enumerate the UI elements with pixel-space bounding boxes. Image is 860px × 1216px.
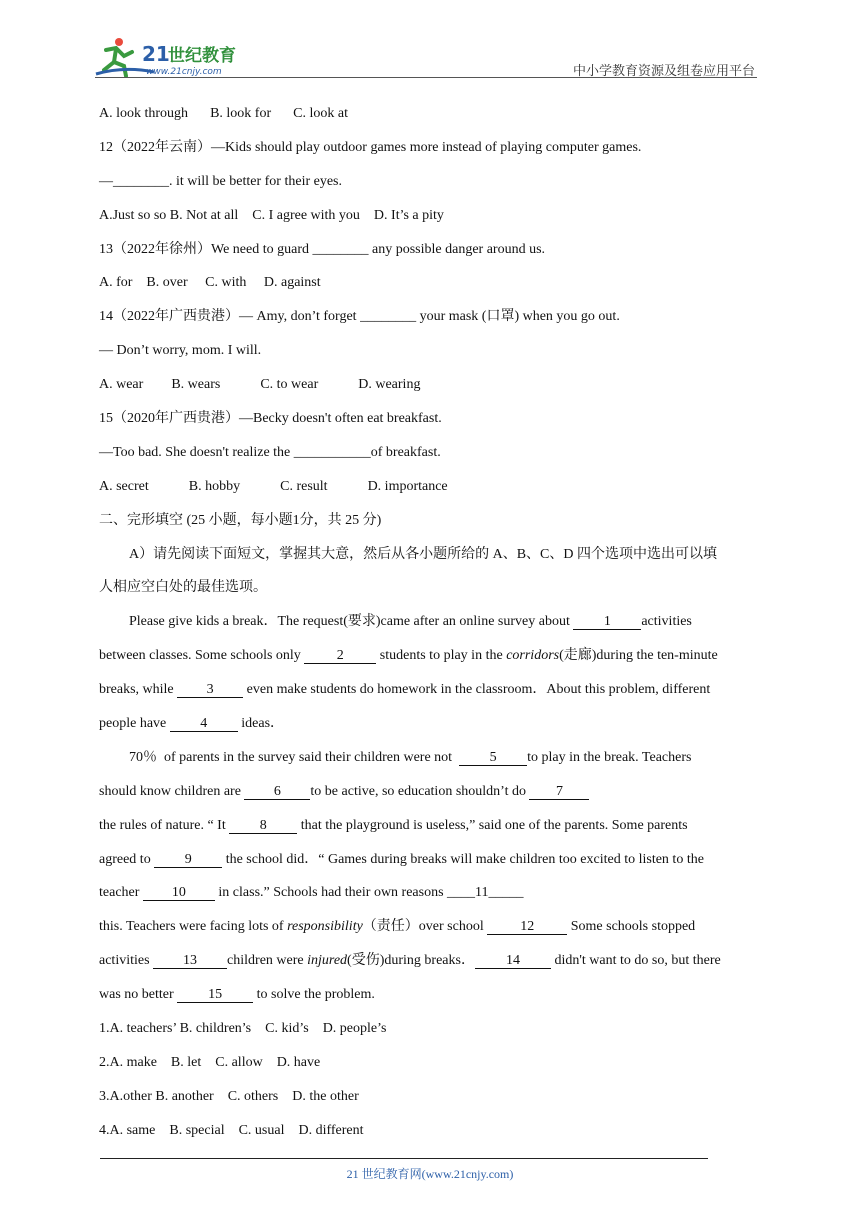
- option-c: C. to wear: [260, 377, 319, 393]
- passage-line: [99, 986, 764, 1003]
- passage-text: didn't want to do so, but there: [550, 953, 721, 969]
- answer-options-1: 1.A. teachers’ B. children’s C. kid’s D. people’s: [99, 1021, 387, 1037]
- blank-13: 13: [153, 953, 227, 969]
- passage-text: between classes. Some schools only: [99, 648, 305, 664]
- passage-text: activities: [99, 953, 154, 969]
- passage-text: people have: [99, 716, 170, 732]
- passage-text: ideas．: [237, 716, 285, 732]
- passage-text: （责任）over school: [362, 919, 488, 935]
- passage-text: should know children are: [99, 783, 245, 799]
- passage-line: [99, 851, 764, 868]
- passage-text: to be active, so education shouldn’t do: [310, 783, 530, 799]
- passage-text: agreed to: [99, 851, 155, 867]
- option-c: C. look at: [293, 106, 348, 121]
- passage-text: even make students do homework in the classroom．About this problem, different: [243, 682, 711, 698]
- answer-options-3: 3.A.other B. another C. others D. the other: [99, 1088, 359, 1104]
- header-platform-text: 中小学教育资源及组卷应用平台: [572, 63, 755, 78]
- blank-5: 5: [459, 750, 527, 766]
- option-c: C. result: [280, 478, 328, 494]
- q12-options: A.Just so so B. Not at all C. I agree with you D. It’s a pity: [99, 207, 444, 223]
- passage-text: teacher: [99, 885, 143, 901]
- q15-options: [99, 478, 764, 495]
- blank-15: 15: [177, 987, 253, 1003]
- blank-2: 2: [304, 648, 376, 664]
- passage-text: the school did．“ Games during breaks will make children too excited to listen to the: [222, 851, 704, 867]
- passage-text: this. Teachers were facing lots of: [99, 919, 288, 935]
- blank-9: 9: [154, 852, 222, 868]
- footer-text[interactable]: 21 世纪教育网(www.21cnjy.com): [346, 1167, 514, 1181]
- passage-line: [99, 647, 764, 664]
- passage-line: [99, 715, 764, 732]
- q14-stem: 14（2022年广西贵港）— Amy, don’t forget ________ your mask (口罩) when you go out.: [99, 309, 620, 325]
- blank-7: 7: [529, 784, 589, 800]
- passage-text: (受伤)during breaks．: [347, 953, 475, 969]
- passage-text: to solve the problem.: [253, 987, 375, 1003]
- option-b: B. hobby: [188, 478, 241, 494]
- passage-text: 70％ of parents in the survey said their children were not: [129, 749, 460, 765]
- logo-url: www.21cnjy.com: [146, 67, 222, 77]
- page-header: [0, 0, 860, 82]
- passage-text: that the playground is useless,” said one of the parents. Some parents: [297, 817, 688, 833]
- option-d: D. importance: [367, 478, 448, 494]
- q12-stem: 12（2022年云南）—Kids should play outdoor games more instead of playing computer games.: [99, 139, 642, 155]
- blank-6: 6: [244, 784, 310, 800]
- passage-text: children were: [227, 953, 308, 969]
- document-body: [99, 105, 764, 1156]
- italic-word: corridors: [506, 648, 560, 664]
- option-a: A. secret: [99, 478, 149, 494]
- passage-line: [99, 681, 764, 698]
- section-title: 二、完形填空 (25 小题，每小题1分，共 25 分): [99, 512, 382, 528]
- option-d: D. wearing: [358, 377, 421, 393]
- passage-line: [99, 613, 764, 630]
- passage-text: students to play in the: [376, 648, 507, 664]
- section-instruction-2: 人相应空白处的最佳选项。: [99, 580, 267, 596]
- site-logo: [94, 36, 264, 80]
- option-a: A. look through: [99, 106, 189, 121]
- passage-line: [99, 749, 764, 766]
- section-instruction-1: A）请先阅读下面短文，掌握其大意，然后从各小题所给的 A、B、C、D 四个选项中选出可以填: [129, 546, 718, 562]
- passage-text: Please give kids a break．The request(要求)came after an online survey about: [129, 614, 574, 630]
- passage-line: [99, 884, 764, 901]
- footer-divider: [100, 1158, 708, 1159]
- option-b: B. wears: [171, 377, 221, 393]
- header-divider: [95, 77, 757, 78]
- logo-text: 世纪教育: [168, 46, 236, 66]
- option-b: B. look for: [210, 106, 272, 121]
- q15-stem: 15（2020年广西贵港）—Becky doesn't often eat breakfast.: [99, 411, 442, 427]
- blank-4: 4: [170, 716, 238, 732]
- q12-reply: —________. it will be better for their eyes.: [99, 173, 342, 189]
- passage-text: (走廊)during the ten-minute: [559, 648, 718, 664]
- blank-1: 1: [573, 614, 641, 630]
- q11-options: [99, 105, 764, 122]
- blank-14: 14: [475, 953, 551, 969]
- passage-text: activities: [641, 614, 692, 630]
- passage-text: breaks, while: [99, 682, 178, 698]
- passage-line: [99, 918, 764, 935]
- blank-12: 12: [487, 919, 567, 935]
- option-a: A. wear: [99, 377, 144, 393]
- passage-text: Some schools stopped: [567, 919, 696, 935]
- blank-8: 8: [229, 818, 297, 834]
- passage-line: [99, 952, 764, 969]
- passage-text: to play in the break. Teachers: [527, 749, 692, 765]
- q13-stem: 13（2022年徐州）We need to guard ________ any possible danger around us.: [99, 241, 546, 257]
- passage-text: was no better: [99, 987, 178, 1003]
- q13-options: A. for B. over C. with D. against: [99, 275, 321, 291]
- blank-10: 10: [143, 885, 215, 901]
- q15-reply: —Too bad. She doesn't realize the ___________of breakfast.: [99, 444, 441, 460]
- q14-options: [99, 376, 764, 393]
- svg-text:21: 21: [142, 42, 170, 66]
- answer-options-2: 2.A. make B. let C. allow D. have: [99, 1054, 321, 1070]
- passage-line: [99, 817, 764, 834]
- passage-text: the rules of nature. “ It: [99, 817, 230, 833]
- italic-word: injured: [307, 953, 348, 969]
- passage-line: [99, 783, 764, 800]
- passage-text: in class.” Schools had their own reasons ____11_____: [214, 885, 524, 901]
- blank-3: 3: [177, 682, 243, 698]
- answer-options-4: 4.A. same B. special C. usual D. different: [99, 1122, 364, 1138]
- q14-reply: — Don’t worry, mom. I will.: [99, 343, 262, 359]
- italic-word: responsibility: [287, 919, 363, 935]
